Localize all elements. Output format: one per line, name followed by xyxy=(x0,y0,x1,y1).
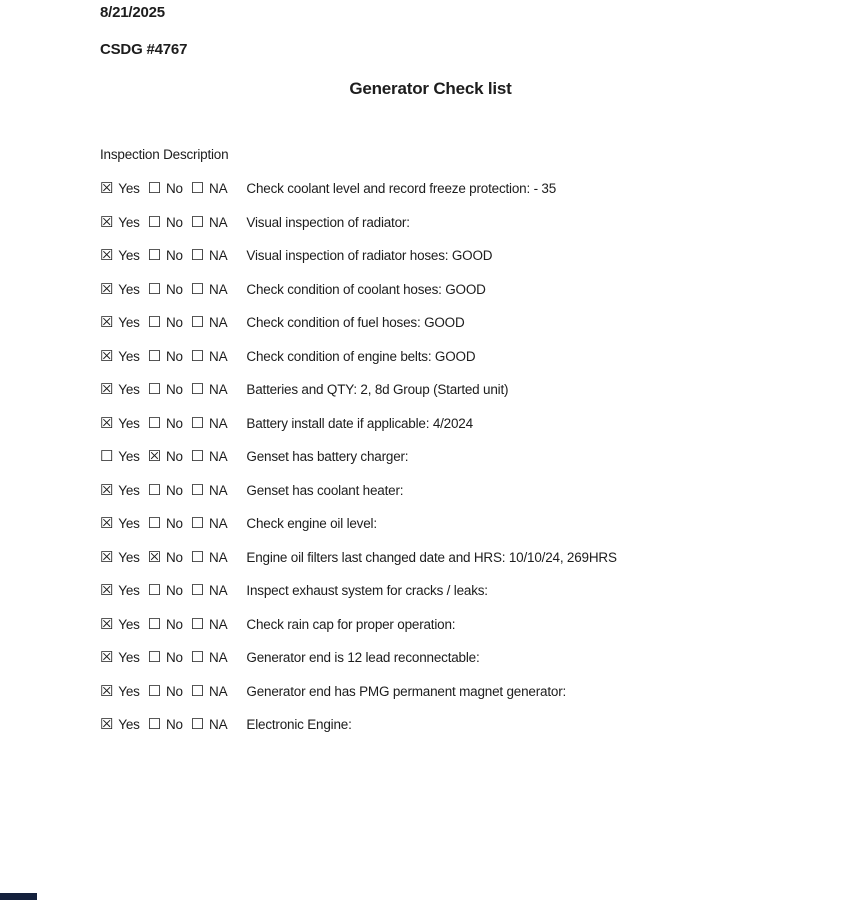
no-checkbox-icon[interactable]: ☐ xyxy=(147,213,161,231)
no-label: No xyxy=(165,382,183,398)
no-checkbox-icon[interactable]: ☐ xyxy=(147,649,161,667)
yes-checkbox-icon[interactable]: ☒ xyxy=(100,548,114,566)
na-label: NA xyxy=(209,683,228,699)
item-description: Visual inspection of radiator hoses: GOOD xyxy=(246,248,493,264)
checklist-row xyxy=(100,373,861,407)
yes-label: Yes xyxy=(118,348,140,364)
na-checkbox-icon[interactable]: ☐ xyxy=(190,180,205,198)
yes-checkbox-icon[interactable]: ☒ xyxy=(100,180,114,198)
yes-label: Yes xyxy=(118,315,140,331)
na-checkbox-icon[interactable]: ☐ xyxy=(190,481,205,499)
item-description: Electronic Engine: xyxy=(246,717,352,733)
no-checkbox-icon[interactable]: ☐ xyxy=(147,347,161,365)
yes-checkbox-icon[interactable]: ☒ xyxy=(100,280,114,298)
yes-label: Yes xyxy=(118,415,140,431)
yes-checkbox-icon[interactable]: ☒ xyxy=(100,716,114,734)
na-checkbox-icon[interactable]: ☐ xyxy=(190,381,205,399)
checklist-row xyxy=(100,206,861,240)
na-checkbox-icon[interactable]: ☐ xyxy=(190,247,205,265)
item-description: Generator end is 12 lead reconnectable: xyxy=(246,650,480,666)
checklist-row xyxy=(100,574,861,608)
yes-label: Yes xyxy=(118,281,140,297)
no-checkbox-icon[interactable]: ☐ xyxy=(147,314,161,332)
na-label: NA xyxy=(209,482,228,498)
na-label: NA xyxy=(209,281,228,297)
yes-label: Yes xyxy=(118,214,140,230)
checklist-row xyxy=(100,507,861,541)
no-checkbox-icon[interactable]: ☐ xyxy=(147,180,161,198)
no-checkbox-icon[interactable]: ☐ xyxy=(147,716,161,734)
no-checkbox-icon[interactable]: ☐ xyxy=(147,481,161,499)
no-checkbox-icon[interactable]: ☐ xyxy=(147,615,161,633)
no-checkbox-icon[interactable]: ☒ xyxy=(147,548,161,566)
na-label: NA xyxy=(209,583,228,599)
checklist-row xyxy=(100,239,861,273)
na-checkbox-icon[interactable]: ☐ xyxy=(190,716,205,734)
checklist-row xyxy=(100,708,861,742)
no-checkbox-icon[interactable]: ☐ xyxy=(147,280,161,298)
no-checkbox-icon[interactable]: ☐ xyxy=(147,381,161,399)
checklist-row xyxy=(100,407,861,441)
na-checkbox-icon[interactable]: ☐ xyxy=(190,515,205,533)
yes-checkbox-icon[interactable]: ☒ xyxy=(100,247,114,265)
na-checkbox-icon[interactable]: ☐ xyxy=(190,213,205,231)
checklist-row xyxy=(100,340,861,374)
na-checkbox-icon[interactable]: ☐ xyxy=(190,280,205,298)
no-label: No xyxy=(165,616,183,632)
no-label: No xyxy=(165,449,183,465)
no-label: No xyxy=(165,482,183,498)
na-label: NA xyxy=(209,449,228,465)
no-label: No xyxy=(165,214,183,230)
na-label: NA xyxy=(209,650,228,666)
na-checkbox-icon[interactable]: ☐ xyxy=(190,347,205,365)
checklist-row xyxy=(100,440,861,474)
item-description: Check condition of fuel hoses: GOOD xyxy=(246,315,465,331)
na-label: NA xyxy=(209,348,228,364)
no-label: No xyxy=(165,650,183,666)
na-label: NA xyxy=(209,315,228,331)
checklist-row xyxy=(100,273,861,307)
na-label: NA xyxy=(209,516,228,532)
yes-checkbox-icon[interactable]: ☒ xyxy=(100,515,114,533)
item-description: Check condition of coolant hoses: GOOD xyxy=(246,281,486,297)
yes-checkbox-icon[interactable]: ☒ xyxy=(100,347,114,365)
no-label: No xyxy=(165,415,183,431)
na-label: NA xyxy=(209,717,228,733)
item-description: Battery install date if applicable: 4/2024 xyxy=(246,415,473,431)
page-title: Generator Check list xyxy=(349,79,512,98)
no-label: No xyxy=(165,549,183,565)
na-label: NA xyxy=(209,549,228,565)
item-description: Inspect exhaust system for cracks / leaks: xyxy=(246,583,488,599)
na-label: NA xyxy=(209,214,228,230)
item-description: Generator end has PMG permanent magnet generator: xyxy=(246,683,567,699)
no-label: No xyxy=(165,348,183,364)
na-label: NA xyxy=(209,616,228,632)
no-checkbox-icon[interactable]: ☐ xyxy=(147,682,161,700)
na-checkbox-icon[interactable]: ☐ xyxy=(190,649,205,667)
checklist-row xyxy=(100,608,861,642)
item-description: Check rain cap for proper operation: xyxy=(246,616,456,632)
item-description: Visual inspection of radiator: xyxy=(246,214,410,230)
na-label: NA xyxy=(209,181,228,197)
item-description: Genset has battery charger: xyxy=(246,449,409,465)
item-description: Check coolant level and record freeze protection: - 35 xyxy=(246,181,557,197)
section-label: Inspection Description xyxy=(100,147,229,162)
checklist-row xyxy=(100,641,861,675)
document-date: 8/21/2025 xyxy=(100,4,165,21)
na-checkbox-icon[interactable]: ☐ xyxy=(190,582,205,600)
yes-label: Yes xyxy=(118,248,140,264)
checklist-row xyxy=(100,474,861,508)
yes-label: Yes xyxy=(118,516,140,532)
yes-label: Yes xyxy=(118,717,140,733)
item-description: Engine oil filters last changed date and HRS: 10/10/24, 269HRS xyxy=(246,549,617,565)
no-label: No xyxy=(165,516,183,532)
yes-checkbox-icon[interactable]: ☒ xyxy=(100,615,114,633)
yes-label: Yes xyxy=(118,382,140,398)
no-label: No xyxy=(165,315,183,331)
no-label: No xyxy=(165,583,183,599)
no-label: No xyxy=(165,248,183,264)
yes-label: Yes xyxy=(118,683,140,699)
yes-label: Yes xyxy=(118,650,140,666)
yes-label: Yes xyxy=(118,616,140,632)
yes-checkbox-icon[interactable]: ☒ xyxy=(100,582,114,600)
item-description: Batteries and QTY: 2, 8d Group (Started unit) xyxy=(246,382,509,398)
no-label: No xyxy=(165,181,183,197)
no-label: No xyxy=(165,683,183,699)
checklist xyxy=(100,172,861,742)
no-checkbox-icon[interactable]: ☐ xyxy=(147,247,161,265)
yes-label: Yes xyxy=(118,181,140,197)
yes-label: Yes xyxy=(118,583,140,599)
na-label: NA xyxy=(209,382,228,398)
checklist-row xyxy=(100,675,861,709)
item-description: Check condition of engine belts: GOOD xyxy=(246,348,476,364)
na-checkbox-icon[interactable]: ☐ xyxy=(190,448,205,466)
na-checkbox-icon[interactable]: ☐ xyxy=(190,682,205,700)
no-checkbox-icon[interactable]: ☒ xyxy=(147,448,161,466)
yes-checkbox-icon[interactable]: ☒ xyxy=(100,649,114,667)
item-description: Check engine oil level: xyxy=(246,516,377,532)
document-number: CSDG #4767 xyxy=(100,41,188,58)
na-checkbox-icon[interactable]: ☐ xyxy=(190,314,205,332)
yes-label: Yes xyxy=(118,449,140,465)
yes-checkbox-icon[interactable]: ☐ xyxy=(100,448,114,466)
no-label: No xyxy=(165,717,183,733)
no-label: No xyxy=(165,281,183,297)
no-checkbox-icon[interactable]: ☐ xyxy=(147,414,161,432)
yes-checkbox-icon[interactable]: ☒ xyxy=(100,414,114,432)
yes-checkbox-icon[interactable]: ☒ xyxy=(100,381,114,399)
na-label: NA xyxy=(209,248,228,264)
na-checkbox-icon[interactable]: ☐ xyxy=(190,615,205,633)
na-checkbox-icon[interactable]: ☐ xyxy=(190,548,205,566)
no-checkbox-icon[interactable]: ☐ xyxy=(147,515,161,533)
bottom-left-bar xyxy=(0,893,37,900)
yes-checkbox-icon[interactable]: ☒ xyxy=(100,213,114,231)
yes-checkbox-icon[interactable]: ☒ xyxy=(100,481,114,499)
checklist-row xyxy=(100,306,861,340)
yes-checkbox-icon[interactable]: ☒ xyxy=(100,314,114,332)
checklist-row xyxy=(100,172,861,206)
na-label: NA xyxy=(209,415,228,431)
yes-label: Yes xyxy=(118,482,140,498)
yes-label: Yes xyxy=(118,549,140,565)
no-checkbox-icon[interactable]: ☐ xyxy=(147,582,161,600)
na-checkbox-icon[interactable]: ☐ xyxy=(190,414,205,432)
checklist-row xyxy=(100,541,861,575)
item-description: Genset has coolant heater: xyxy=(246,482,404,498)
yes-checkbox-icon[interactable]: ☒ xyxy=(100,682,114,700)
